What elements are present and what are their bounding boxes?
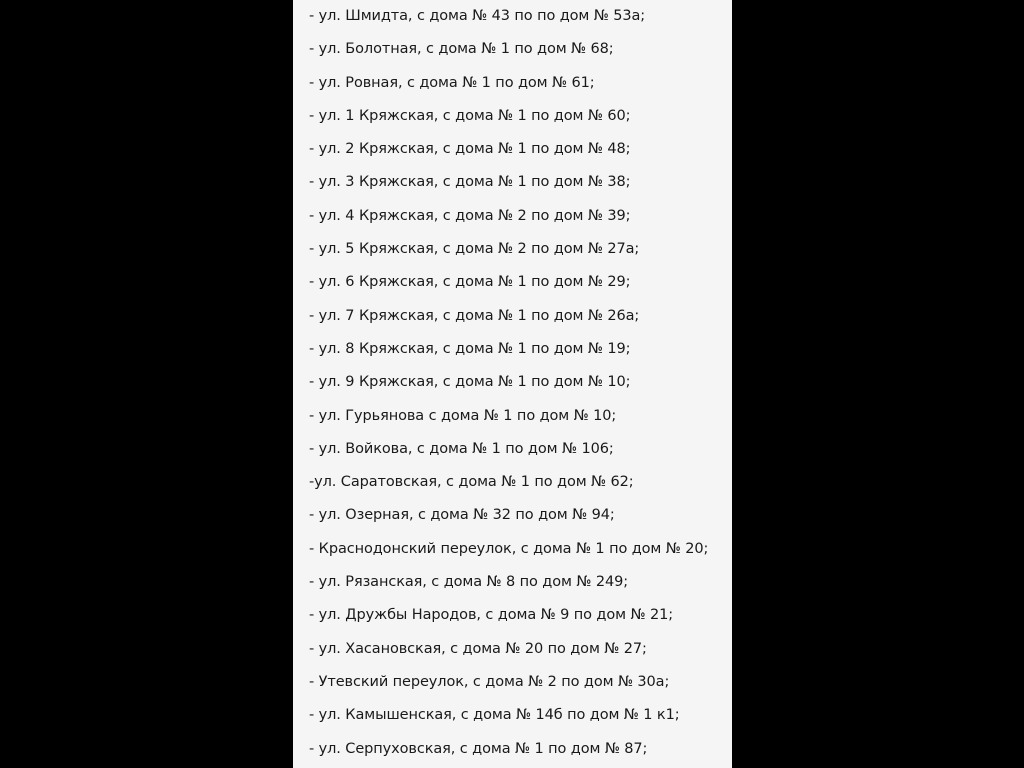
list-item: - ул. 3 Кряжская, с дома № 1 по дом № 38; xyxy=(309,174,631,191)
list-item: - ул. Серпуховская, с дома № 1 по дом № 87; xyxy=(309,740,648,757)
list-item: - ул. Гурьянова с дома № 1 по дом № 10; xyxy=(309,407,617,424)
list-item: - ул. 7 Кряжская, с дома № 1 по дом № 26а; xyxy=(309,307,640,324)
list-item: - ул. Камышенская, с дома № 14б по дом № 1 к1; xyxy=(309,707,680,724)
list-item: - ул. 5 Кряжская, с дома № 2 по дом № 27а; xyxy=(309,241,640,258)
list-item: - Краснодонский переулок, с дома № 1 по дом № 20; xyxy=(309,540,709,557)
list-item: - ул. Хасановская, с дома № 20 по дом № 27; xyxy=(309,640,647,657)
list-item: - ул. Шмидта, с дома № 43 по по дом № 53а; xyxy=(309,8,646,24)
list-item: - ул. 4 Кряжская, с дома № 2 по дом № 39; xyxy=(309,207,631,224)
list-item: - ул. Ровная, с дома № 1 по дом № 61; xyxy=(309,74,595,91)
street-list xyxy=(309,2,726,768)
list-item: - ул. 6 Кряжская, с дома № 1 по дом № 29; xyxy=(309,274,631,291)
list-item: - ул. Озерная, с дома № 32 по дом № 94; xyxy=(309,507,615,524)
list-item: - ул. Дружбы Народов, с дома № 9 по дом № 21; xyxy=(309,607,673,624)
document-page[interactable] xyxy=(293,0,732,768)
list-item: - ул. 2 Кряжская, с дома № 1 по дом № 48; xyxy=(309,141,631,158)
list-item: - ул. 9 Кряжская, с дома № 1 по дом № 10; xyxy=(309,374,631,391)
list-item: - ул. 8 Кряжская, с дома № 1 по дом № 19; xyxy=(309,340,631,357)
list-item: - ул. Болотная, с дома № 1 по дом № 68; xyxy=(309,41,614,58)
list-item: - Утевский переулок, с дома № 2 по дом № 30а; xyxy=(309,673,670,690)
list-item: -ул. Саратовская, с дома № 1 по дом № 62; xyxy=(309,474,634,491)
list-item: - ул. Войкова, с дома № 1 по дом № 106; xyxy=(309,440,614,457)
list-item: - ул. Рязанская, с дома № 8 по дом № 249; xyxy=(309,574,628,591)
list-item: - ул. 1 Кряжская, с дома № 1 по дом № 60; xyxy=(309,107,631,124)
